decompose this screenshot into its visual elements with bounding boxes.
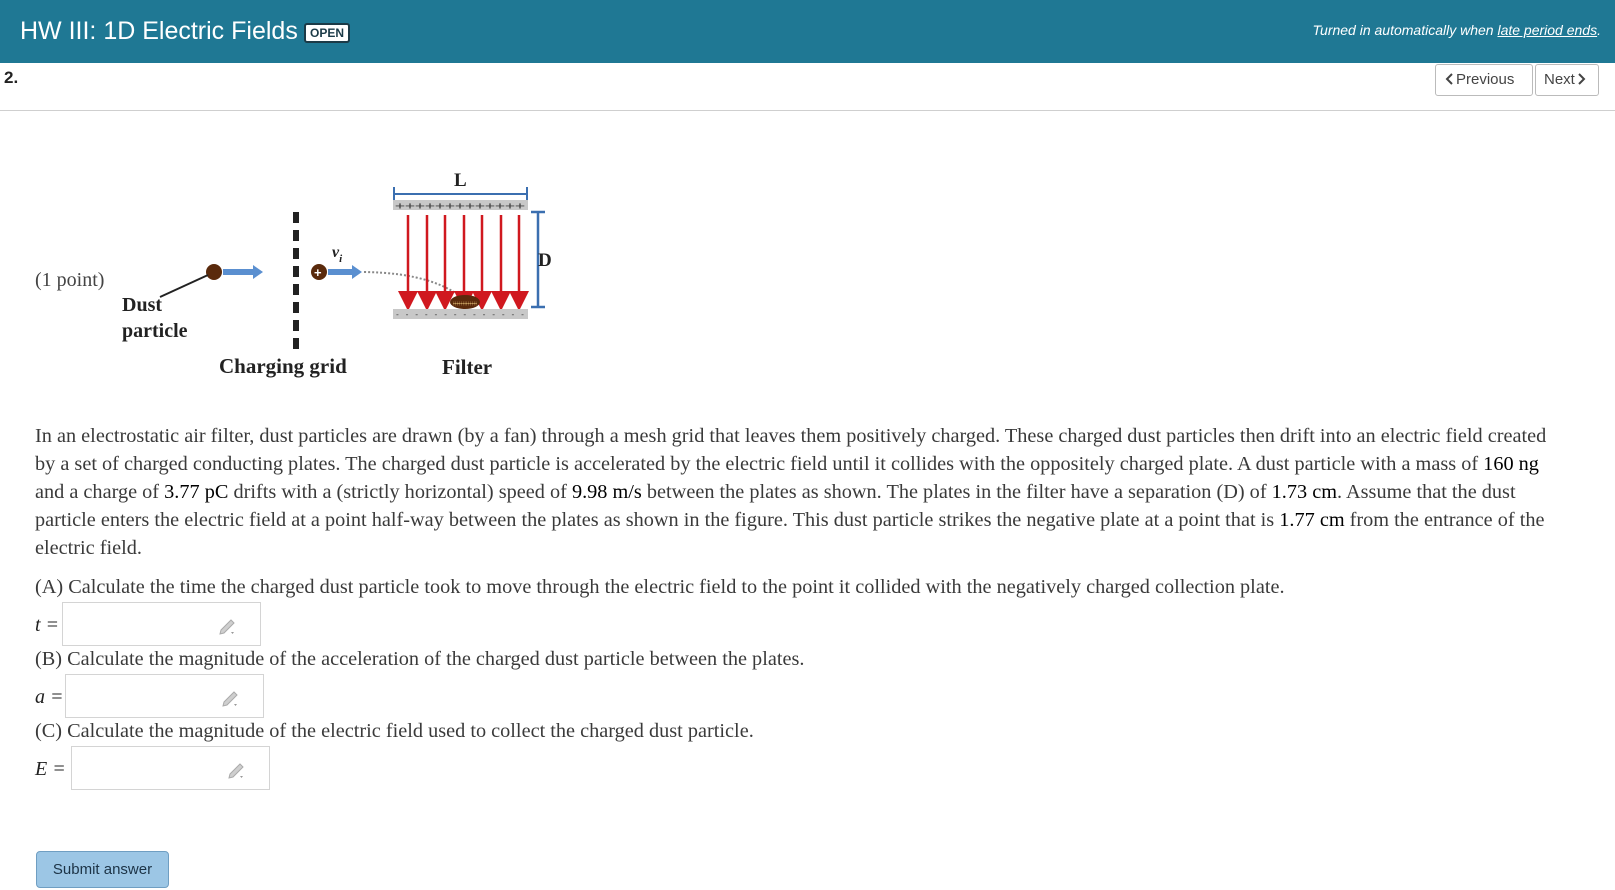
pencil-icon[interactable] [227, 759, 247, 779]
mass-value: 160 ng [1483, 453, 1539, 475]
part-c-variable: E = [35, 758, 66, 780]
assignment-title: HW III: 1D Electric Fields [20, 17, 298, 45]
positive-plate-charges: +++++++++++++ [395, 201, 525, 212]
answer-input-b[interactable] [65, 674, 264, 718]
filter-label: Filter [442, 355, 493, 379]
negative-plate-charges: - - - - - - - - - - - - - - [395, 310, 525, 320]
question-number: 2. [4, 68, 19, 87]
dust-pointer-line [160, 275, 208, 297]
velocity-label: $v_i$ [332, 244, 343, 265]
part-b-prompt: (B) Calculate the magnitude of the acceleration of the charged dust particle between the plates. [35, 648, 805, 670]
point-value: (1 point) [35, 269, 105, 291]
charging-grid-label: Charging grid [219, 354, 347, 378]
dust-particle-dot [206, 264, 222, 280]
speed-value: 9.98 m/s [571, 481, 642, 503]
problem-statement: In an electrostatic air filter, dust particles are drawn (by a fan) through a mesh grid that leaves them positively charged. These charged dust particles then drift into an electric field created by a set of charged conducting plates. The charged dust particle is accelerated by the electric field until it collides with the oppositely charged plate. A dust particle with a mass of 160 ng and a charge of 3.77 pC drifts with a (strictly horizontal) speed of 9.98 m/s between the plates as shown. The plates in the filter have a separation (D) of 1.73 cm. Assume that the dust particle enters the electric field at a point half-way between the plates as shown in the figure. This dust particle strikes the negative plate at a point that is 1.77 cm from the entrance of the electric field. [35, 425, 1547, 559]
electric-field-arrows [408, 215, 519, 301]
next-button[interactable] [1535, 64, 1599, 96]
part-a-prompt: (A) Calculate the time the charged dust particle took to move through the electric field to the point it collided with the negatively charged collection plate. [35, 576, 1285, 598]
charging-grid [293, 212, 299, 349]
assignment-header [0, 0, 1615, 63]
separation-label: D [538, 250, 552, 271]
charged-particle-sign: + [314, 265, 322, 280]
pencil-icon[interactable] [221, 687, 241, 707]
charge-value: 3.77 pC [164, 481, 229, 503]
dust-label-line2: particle [122, 320, 188, 342]
separation-value: 1.73 cm [1271, 481, 1337, 503]
distance-value: 1.77 cm [1279, 509, 1345, 531]
part-a-variable: t = [35, 614, 60, 636]
chevron-left-icon [1444, 72, 1456, 86]
length-label: L [454, 170, 467, 191]
motion-arrow-icon [223, 265, 263, 279]
turned-in-suffix: . [1597, 22, 1601, 38]
late-period-link[interactable]: late period ends [1497, 22, 1598, 38]
previous-button[interactable] [1435, 64, 1533, 96]
chevron-right-icon [1575, 72, 1587, 86]
answer-input-a[interactable] [62, 602, 261, 646]
velocity-arrow-icon [328, 265, 362, 279]
pencil-icon[interactable] [218, 615, 238, 635]
electric-filter-figure [110, 165, 580, 395]
status-badge: OPEN [304, 23, 350, 43]
turned-in-prefix: Turned in automatically when [1312, 22, 1498, 38]
part-b-variable: a = [35, 686, 64, 708]
dust-label-line1: Dust [122, 294, 163, 316]
question-bar [0, 63, 1615, 111]
answer-input-c[interactable] [71, 746, 270, 790]
part-c-prompt: (C) Calculate the magnitude of the electric field used to collect the charged dust particle. [35, 720, 754, 742]
turned-in-notice [1313, 22, 1601, 38]
next-label: Next [1544, 71, 1575, 88]
collected-particle-charges: +++++++++++++ [453, 299, 478, 308]
submit-answer-button[interactable]: Submit answer [36, 851, 169, 888]
previous-label: Previous [1456, 71, 1515, 88]
